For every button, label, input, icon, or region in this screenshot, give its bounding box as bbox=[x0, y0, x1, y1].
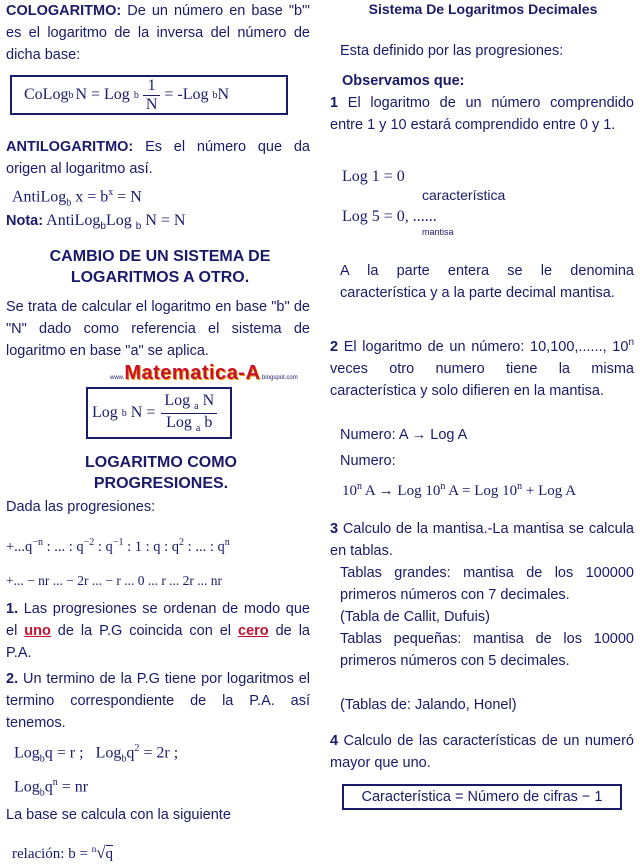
neq-c-exp: n bbox=[517, 481, 523, 492]
paso-1-uno: uno bbox=[24, 623, 51, 639]
regla-4-text: Calculo de las características de un numeró mayor que uno. bbox=[330, 733, 634, 771]
cambio-num-arg: N bbox=[202, 392, 215, 410]
regla-2-text-a: El logaritmo de un número: 10,100,......, 10 bbox=[338, 338, 629, 355]
colog-lhs-base: b bbox=[68, 89, 74, 101]
prog-g-exp1: −n bbox=[32, 537, 43, 548]
cambio-lhs-arg: N = bbox=[130, 404, 156, 421]
paso-2 bbox=[6, 668, 310, 734]
paso-1-text-b: de la P.G coincida con el bbox=[50, 623, 238, 639]
colog-rhs-base: b bbox=[212, 89, 218, 101]
prog-g-mid2: : 1 : q : q bbox=[123, 538, 180, 555]
nota-b1: b bbox=[100, 220, 106, 232]
nota-label: Nota: bbox=[6, 213, 44, 229]
prog-g-mid3: : ... : q bbox=[184, 538, 225, 555]
nota-line bbox=[6, 210, 185, 238]
caracteristica-label: característica bbox=[422, 187, 506, 203]
paso-1 bbox=[6, 598, 310, 664]
eq3-q: q bbox=[44, 778, 53, 796]
caracteristica-formula-box: Característica = Número de cifras − 1 bbox=[342, 784, 622, 810]
antilog-f: AntiLog bbox=[12, 188, 67, 206]
colog-lhs: CoLog bbox=[24, 86, 69, 103]
antilog-f-x: x = b bbox=[75, 188, 109, 206]
prog-g-rest: : ... : q bbox=[42, 538, 84, 555]
prog-g-exp4: 2 bbox=[179, 537, 185, 548]
paso-1-num: 1. bbox=[6, 601, 19, 617]
regla-3-text: Calculo de la mantisa.-La mantisa se calcula en tablas. bbox=[330, 521, 634, 559]
regla-3 bbox=[330, 518, 634, 562]
cologaritmo-text: De un número en base "b"' es el logaritmo de la inversa del número de dicha base: bbox=[6, 3, 310, 63]
neq-c: A = Log 10 bbox=[445, 483, 518, 499]
regla-2-text-b: veces otro numero tiene la misma característica y solo difieren en la mantisa. bbox=[330, 360, 634, 399]
regla-1-num: 1 bbox=[330, 95, 339, 111]
colog-mid-base: b bbox=[133, 89, 139, 101]
log5-line bbox=[342, 206, 437, 228]
mantisa-label: mantisa bbox=[422, 227, 454, 237]
neq-b-exp: n bbox=[440, 481, 446, 492]
neq-b: A → Log 10 bbox=[362, 483, 441, 499]
cologaritmo-title: COLOGARITMO: bbox=[6, 3, 122, 19]
prog-intro: Dada las progresiones: bbox=[6, 499, 156, 515]
cologaritmo-paragraph bbox=[6, 0, 310, 66]
prog-g-exp3: −1 bbox=[112, 537, 124, 548]
log1-line: Log 1 = 0 bbox=[342, 168, 405, 185]
eq2-q: q bbox=[126, 744, 135, 762]
cologaritmo-formula-box bbox=[10, 75, 288, 115]
eq2-base: b bbox=[121, 753, 127, 765]
observamos-heading: Observamos que: bbox=[342, 73, 465, 89]
regla-1-text: El logaritmo de un número comprendido entre 1 y 10 estará comprendido entre 0 y 1. bbox=[330, 95, 634, 133]
regla-4-num: 4 bbox=[330, 733, 339, 749]
log5-dots: ...... bbox=[412, 208, 437, 225]
cambio-paragraph: Se trata de calcular el logaritmo en base "b" de "N" dado como referencia el sistema de logaritmo en base "a" se aplica. bbox=[6, 299, 310, 359]
regla-2 bbox=[330, 332, 634, 402]
eq2-rest: = 2r ; bbox=[139, 744, 179, 762]
eq3-exp: n bbox=[52, 777, 58, 788]
colog-rhs: = -Log bbox=[164, 86, 209, 103]
log5-text: Log 5 = 0, bbox=[342, 208, 409, 225]
cambio-lhs-base: b bbox=[121, 407, 127, 419]
eq2-log: Log bbox=[95, 744, 122, 762]
tablas-pequenas-ref: (Tablas de: Jalando, Honel) bbox=[340, 697, 517, 713]
regla-2-exp: n bbox=[628, 337, 634, 348]
right-subtitle: Esta definido por las progresiones: bbox=[340, 43, 564, 59]
base-text: La base se calcula con la siguiente bbox=[6, 807, 231, 823]
relacion-radicand: q bbox=[105, 846, 114, 862]
antilog-text: Es el número que da origen al logaritmo así. bbox=[6, 139, 310, 177]
eq3-log: Log bbox=[14, 778, 40, 796]
regla-4 bbox=[330, 730, 634, 774]
regla-2-num: 2 bbox=[330, 338, 339, 355]
eq2-exp: 2 bbox=[134, 743, 140, 754]
cambio-num-base: a bbox=[194, 401, 199, 413]
parte-paragraph: A la parte entera se le denomina característica y a la parte decimal mantisa. bbox=[340, 263, 634, 301]
colog-rhs-arg: N bbox=[217, 86, 230, 103]
relacion-label: relación: b = bbox=[12, 846, 92, 862]
prog-g-start: +...q bbox=[6, 538, 33, 555]
right-title: Sistema De Logaritmos Decimales bbox=[368, 1, 598, 17]
paso-2-num: 2. bbox=[6, 671, 19, 687]
tablas-grandes-ref: (Tabla de Callit, Dufuis) bbox=[340, 609, 490, 625]
antilog-f-base: b bbox=[66, 197, 72, 209]
prog-title: LOGARITMO COMO PROGRESIONES. bbox=[85, 454, 237, 492]
relacion-root-index: n bbox=[91, 844, 97, 854]
antilog-title: ANTILOGARITMO: bbox=[6, 139, 134, 155]
cambio-num: Log bbox=[164, 392, 191, 410]
cambio-title: CAMBIO DE UN SISTEMA DE LOGARITMOS A OTRO. bbox=[49, 248, 271, 286]
eq3-base: b bbox=[39, 787, 45, 799]
numero-equation bbox=[342, 476, 576, 502]
antilog-f-end: = N bbox=[113, 188, 142, 206]
tablas-pequenas: Tablas pequeñas: mantisa de los 10000 primeros números con 5 decimales. bbox=[340, 631, 634, 669]
prog-geometric bbox=[6, 532, 230, 558]
prog-g-mid1: : q bbox=[94, 538, 113, 555]
numero-line-1: Numero: A → Log A bbox=[340, 427, 468, 443]
paso-1-text-c: de la P.A. bbox=[6, 623, 310, 661]
regla-1 bbox=[330, 92, 634, 136]
tablas-grandes: Tablas grandes: mantisa de los 100000 primeros números con 7 decimales. bbox=[340, 565, 634, 603]
cambio-lhs: Log bbox=[92, 404, 118, 421]
nota-formula: AntiLog bbox=[43, 212, 101, 229]
eq1-log: Log bbox=[14, 744, 40, 762]
watermark bbox=[110, 362, 298, 385]
colog-frac-den: N bbox=[145, 95, 158, 113]
eq1-rest: q = r ; bbox=[44, 744, 84, 762]
colog-frac-num: 1 bbox=[143, 77, 161, 96]
relacion-line: relación: b = $^n$√q bbox=[12, 843, 114, 862]
prog-g-exp5: n bbox=[224, 537, 230, 548]
regla-3-num: 3 bbox=[330, 521, 339, 537]
eq-line-1 bbox=[14, 738, 178, 771]
paso-1-cero: cero bbox=[238, 623, 269, 639]
prog-g-exp2: −2 bbox=[83, 537, 95, 548]
antilog-f-exp: x bbox=[108, 187, 114, 198]
nota-end: N = N bbox=[141, 212, 186, 229]
nota-mid: Log bbox=[105, 212, 132, 229]
watermark-pre: www. bbox=[110, 375, 125, 381]
watermark-post: .blogspot.com bbox=[260, 375, 298, 381]
colog-fraction bbox=[143, 77, 161, 114]
nota-b2: b bbox=[135, 220, 142, 232]
paso-2-text: Un termino de la P.G tiene por logaritmos el termino correspondiente de la P.A. así tenemos. bbox=[6, 671, 310, 731]
cambio-den-arg: b bbox=[204, 413, 213, 431]
cambio-den-base: a bbox=[195, 422, 201, 434]
cambio-formula-box bbox=[86, 387, 232, 439]
antilog-paragraph bbox=[6, 136, 310, 180]
eq3-rest: = nr bbox=[57, 778, 89, 796]
cambio-den: Log bbox=[166, 413, 192, 431]
watermark-brand: Matematica-A bbox=[124, 362, 261, 384]
prog-arithmetic: +... − nr ... − 2r ... − r ... 0 ... r ... 2r ... nr bbox=[6, 573, 223, 588]
colog-lhs-arg: N = Log bbox=[75, 86, 130, 103]
eq-line-2 bbox=[14, 772, 88, 805]
neq-d: + Log A bbox=[522, 483, 577, 499]
neq-a-exp: n bbox=[357, 481, 362, 492]
eq1-base: b bbox=[39, 753, 45, 765]
paso-1-text-a: Las progresiones se ordenan de modo que el bbox=[6, 601, 310, 639]
neq-a: 10 bbox=[342, 483, 357, 499]
numero-line-2: Numero: bbox=[340, 453, 396, 469]
cambio-fraction bbox=[161, 392, 217, 433]
